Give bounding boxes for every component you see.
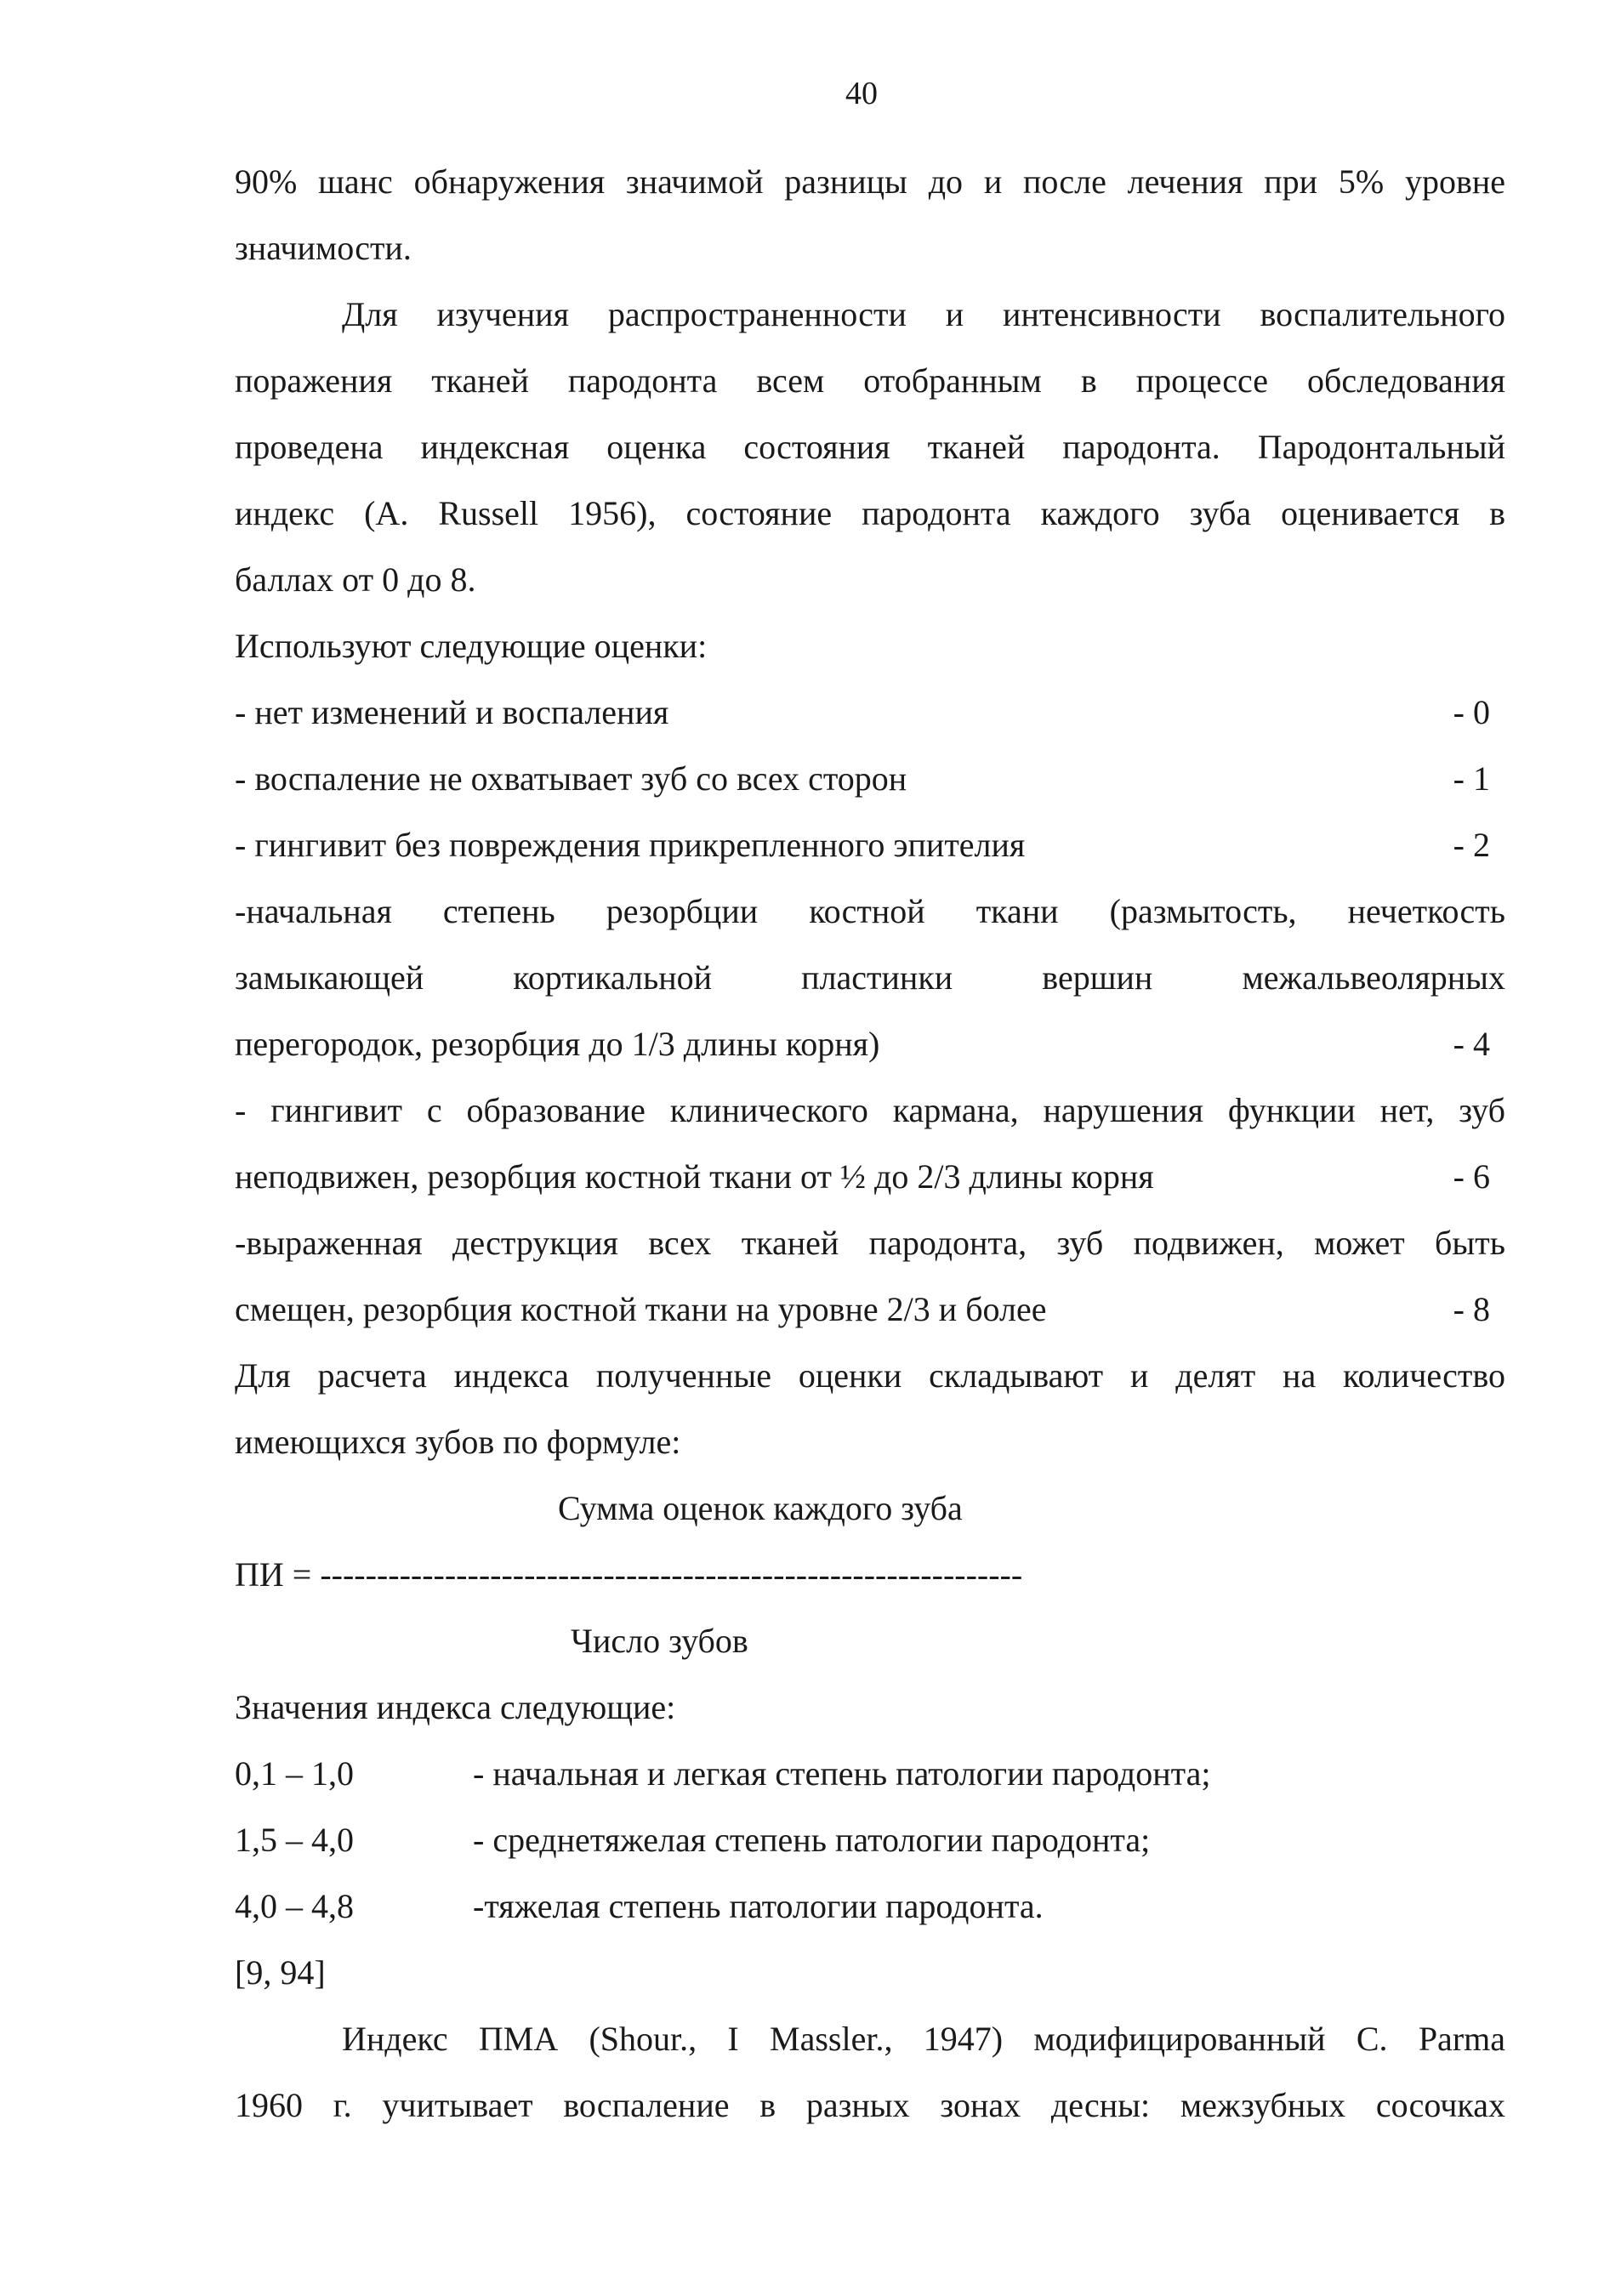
score-item-8: [235, 1276, 1505, 1343]
paragraph-line: 1960 г. учитывает воспаление в разных зонах десны: межзубных сосочках: [235, 2086, 1505, 2124]
score-item-4-line: -начальная степень резорбции костной ткани (размытость, нечеткость: [235, 892, 1505, 930]
score-value: - 6: [1453, 1157, 1490, 1196]
page-number: 40: [845, 76, 878, 111]
score-item-8-line: -выраженная деструкция всех тканей пародонта, зуб подвижен, может быть: [235, 1224, 1505, 1262]
paragraph-line: значимости.: [235, 229, 412, 267]
score-value: - 4: [1453, 1025, 1490, 1063]
score-description: перегородок, резорбция до 1/3 длины корня): [235, 1025, 880, 1063]
score-description: - воспаление не охватывает зуб со всех сторон: [235, 759, 907, 798]
body-text: [235, 149, 1505, 2139]
score-item-6: [235, 1144, 1505, 1210]
score-value: - 8: [1453, 1290, 1490, 1328]
value-row: [235, 1807, 1505, 1873]
score-item-2: [235, 812, 1505, 878]
score-item-4: [235, 1011, 1505, 1077]
paragraph-line: Для расчета индекса полученные оценки складывают и делят на количество: [235, 1356, 1505, 1395]
value-description: -тяжелая степень патологии пародонта.: [473, 1887, 1044, 1925]
score-description: смещен, резорбция костной ткани на уровне 2/3 и более: [235, 1290, 1047, 1328]
score-description: - гингивит без повреждения прикрепленного эпителия: [235, 826, 1026, 864]
value-range: 0,1 – 1,0: [235, 1754, 354, 1793]
value-row: [235, 1873, 1505, 1940]
score-item-0: [235, 679, 1505, 746]
formula-denominator: Число зубов: [571, 1622, 748, 1660]
score-item-1: [235, 746, 1505, 812]
citation: [9, 94]: [235, 1953, 326, 1992]
values-heading: Значения индекса следующие:: [235, 1688, 676, 1726]
score-value: - 0: [1453, 693, 1490, 731]
paragraph-line: Для изучения распространенности и интенсивности воспалительного: [342, 295, 1505, 333]
paragraph-line: проведена индексная оценка состояния тканей пародонта. Пародонтальный: [235, 428, 1505, 466]
paragraph-line: поражения тканей пародонта всем отобранным в процессе обследования: [235, 361, 1505, 400]
paragraph-line: баллах от 0 до 8.: [235, 560, 476, 599]
paragraph-line: индекс (A. Russell 1956), состояние пародонта каждого зуба оценивается в: [235, 494, 1505, 532]
value-range: 1,5 – 4,0: [235, 1821, 354, 1859]
list-heading: Используют следующие оценки:: [235, 627, 708, 665]
paragraph-line: 90% шанс обнаружения значимой разницы до и после лечения при 5% уровне: [235, 162, 1505, 201]
formula-fraction-line: ПИ = --------------------------------------------------------------: [235, 1555, 1023, 1594]
score-value: - 1: [1453, 759, 1490, 798]
value-range: 4,0 – 4,8: [235, 1887, 354, 1925]
paragraph-line: имеющихся зубов по формуле:: [235, 1423, 681, 1461]
value-description: - начальная и легкая степень патологии пародонта;: [473, 1754, 1211, 1793]
score-value: - 2: [1453, 826, 1490, 864]
score-item-6-line: - гингивит с образование клинического кармана, нарушения функции нет, зуб: [235, 1091, 1505, 1129]
formula-numerator: Сумма оценок каждого зуба: [558, 1489, 963, 1527]
score-description: - нет изменений и воспаления: [235, 693, 669, 731]
value-row: [235, 1741, 1505, 1807]
score-item-4-line: замыкающей кортикальной пластинки вершин межальвеолярных: [235, 958, 1505, 997]
score-description: неподвижен, резорбция костной ткани от ½ до 2/3 длины корня: [235, 1157, 1154, 1196]
value-description: - среднетяжелая степень патологии пародонта;: [473, 1821, 1151, 1859]
paragraph-line: Индекс ПМА (Shour., I Massler., 1947) модифицированный C. Parma: [342, 2020, 1505, 2058]
